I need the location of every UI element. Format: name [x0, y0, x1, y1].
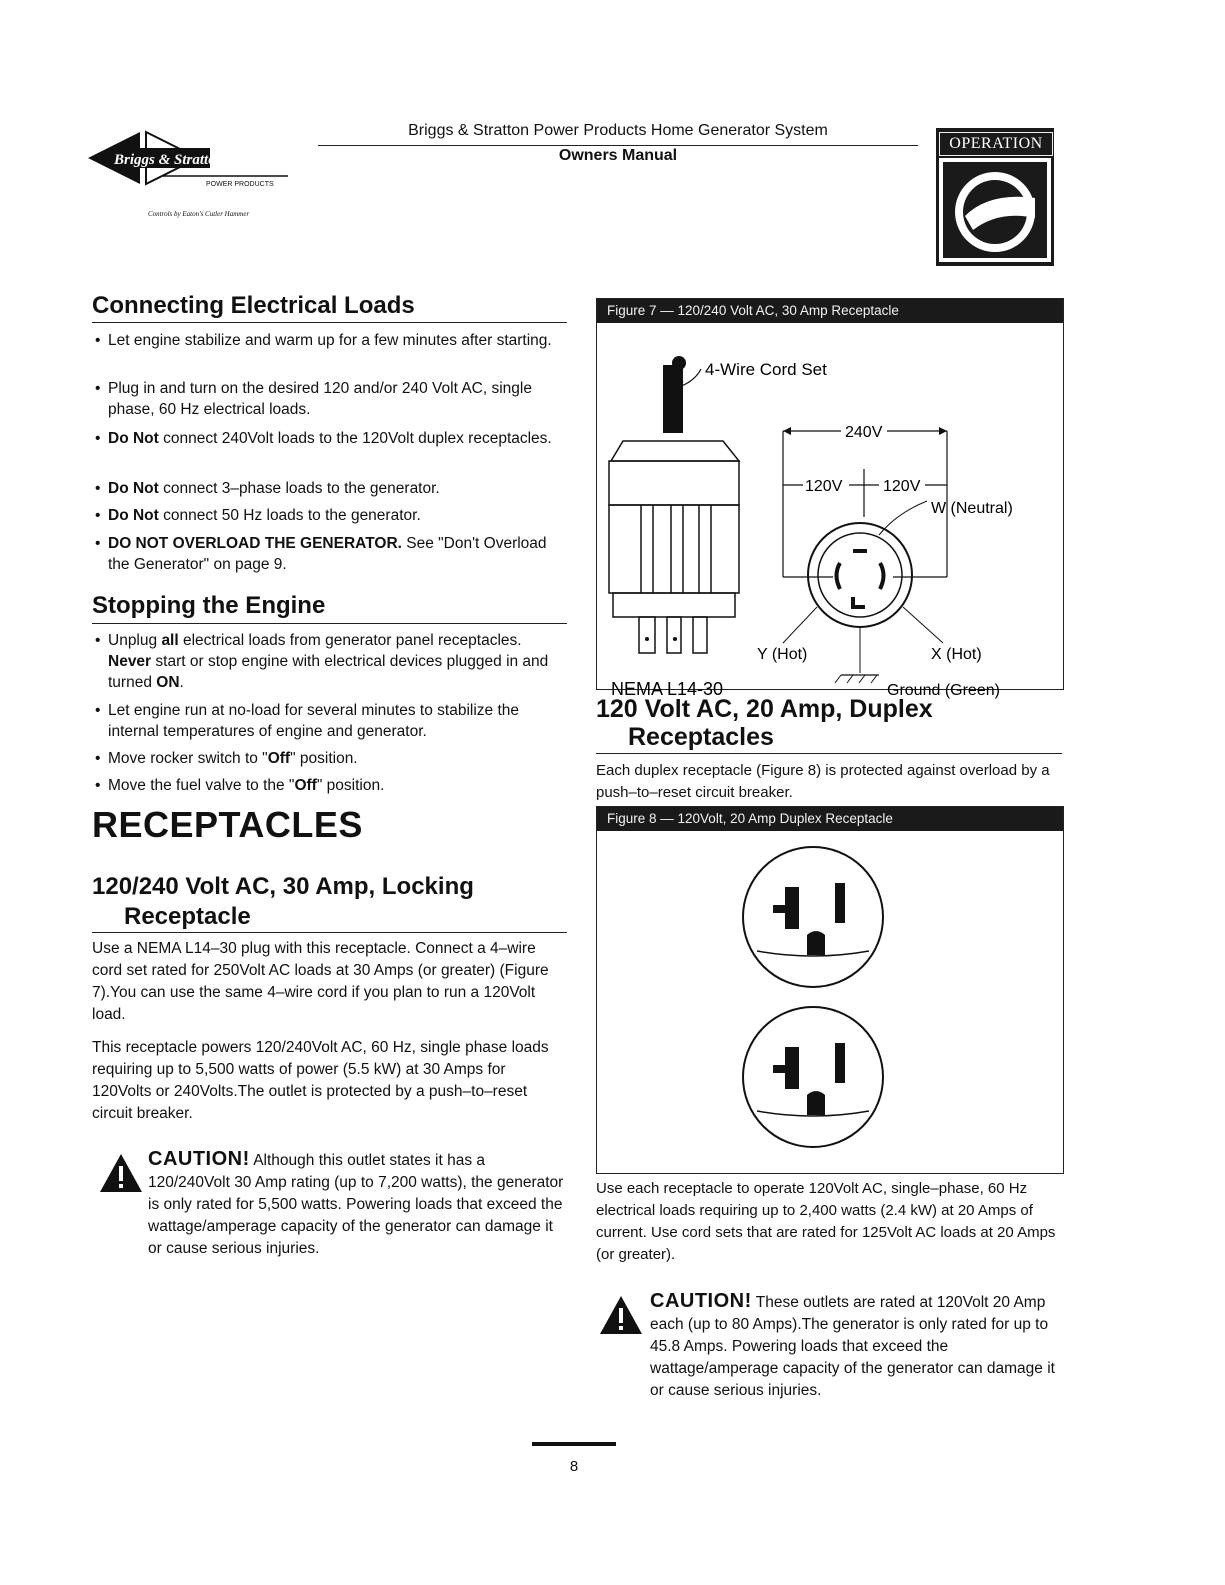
list-item: • Plug in and turn on the desired 120 and/or 240 Volt AC, single phase, 60 Hz electrical loads.	[95, 380, 532, 418]
list-item: • Unplug all electrical loads from generator panel receptacles. Never start or stop engine with electrical devices plugged in and turned ON.	[95, 632, 549, 691]
locking-paragraph-1: Use a NEMA L14–30 plug with this receptacle. Connect a 4–wire cord set rated for 250Volt AC loads at 30 Amps (or greater) (Figure 7).You can use the same 4–wire cord if you plan to run a 120Volt load.	[92, 940, 549, 1023]
list-item: • Move rocker switch to "Off" position.	[95, 750, 358, 767]
duplex-caution: CAUTION! These outlets are rated at 120Volt 20 Amp each (up to 80 Amps).The generator is only rated for up to 45.8 Amps. Powering loads that exceed the wattage/amperage capacity of the generator can damage it or cause serious injuries.	[650, 1290, 1055, 1399]
figure-7-caption: Figure 7 — 120/240 Volt AC, 30 Amp Receptacle	[597, 299, 1063, 323]
operation-icon	[939, 158, 1051, 262]
outlet-bottom	[743, 1007, 883, 1147]
label-y-hot: Y (Hot)	[757, 646, 808, 663]
connecting-rule	[92, 322, 567, 323]
duplex-rule	[596, 753, 1062, 754]
stopping-rule	[92, 623, 567, 624]
label-240v: 240V	[845, 424, 883, 441]
bullet-icon: •	[95, 480, 101, 497]
figure-7	[596, 298, 1064, 699]
caution-title: CAUTION!	[148, 1148, 250, 1170]
label-120v-right: 120V	[883, 478, 921, 495]
list-item: • DO NOT OVERLOAD THE GENERATOR. See "Don't Overload the Generator" on page 9.	[95, 535, 547, 573]
figure-8	[596, 806, 1064, 1174]
l14-30-diagram	[597, 323, 1063, 699]
bullet-icon: •	[95, 632, 101, 649]
label-120v-left: 120V	[805, 478, 843, 495]
connecting-heading: Connecting Electrical Loads	[92, 292, 415, 319]
bullet-icon: •	[95, 777, 101, 794]
duplex-heading-line2: Receptacles	[628, 723, 774, 751]
locking-caution: CAUTION! Although this outlet states it has a 120/240Volt 30 Amp rating (up to 7,200 watts), the generator is only rated for 5,500 watts. Powering loads that exceed the wattage/amperage capacity of the generator can damage it or cause serious injuries.	[148, 1148, 564, 1257]
label-ground: Ground (Green)	[887, 682, 1000, 699]
cord-label: 4-Wire Cord Set	[705, 360, 827, 379]
locking-paragraph-2: This receptacle powers 120/240Volt AC, 60 Hz, single phase loads requiring up to 5,500 watts of power (5.5 kW) at 30 Amps for 120Volts or 240Volts.The outlet is protected by a push–to–reset circuit breaker.	[92, 1039, 549, 1122]
header-subtitle: Owners Manual	[558, 147, 678, 164]
bullet-icon: •	[95, 750, 101, 767]
bullet-icon: •	[95, 380, 101, 397]
duplex-paragraph-2: Use each receptacle to operate 120Volt AC, single–phase, 60 Hz electrical loads requiring up to 2,400 watts (2.4 kW) at 20 Amps of current. Use cord sets that are rated for 125Volt AC loads at 20 Amps (or greater).	[596, 1180, 1056, 1263]
duplex-paragraph-1: Each duplex receptacle (Figure 8) is protected against overload by a push–to–reset circuit breaker.	[596, 762, 1050, 801]
warning-icon	[598, 1294, 644, 1336]
list-item: • Do Not connect 240Volt loads to the 120Volt duplex receptacles.	[95, 430, 552, 447]
bullet-icon: •	[95, 535, 101, 552]
label-nema: NEMA L14-30	[611, 679, 724, 699]
list-item: • Let engine stabilize and warm up for a few minutes after starting.	[95, 332, 552, 349]
list-item: • Let engine run at no-load for several minutes to stabilize the internal temperatures of engine and generator.	[95, 702, 519, 740]
list-item: • Do Not connect 50 Hz loads to the generator.	[95, 507, 421, 524]
operation-badge	[936, 128, 1054, 266]
logo-name: Briggs & Stratton	[114, 152, 225, 168]
header-divider	[318, 145, 918, 146]
list-item: • Do Not connect 3–phase loads to the generator.	[95, 480, 440, 497]
footer-rule	[532, 1442, 616, 1446]
logo-tagline: Controls by Eaton's Cutler Hammer	[148, 210, 250, 218]
bullet-icon: •	[95, 430, 101, 447]
locking-heading-line1: 120/240 Volt AC, 30 Amp, Locking	[92, 873, 474, 900]
outlet-top	[743, 847, 883, 987]
figure-8-caption: Figure 8 — 120Volt, 20 Amp Duplex Receptacle	[597, 807, 1063, 831]
locking-rule	[92, 932, 567, 933]
warning-icon	[98, 1152, 144, 1194]
caution-title: CAUTION!	[650, 1290, 752, 1312]
page-number: 8	[569, 1458, 579, 1475]
stopping-heading: Stopping the Engine	[92, 592, 326, 619]
bullet-icon: •	[95, 702, 101, 719]
label-neutral: W (Neutral)	[931, 500, 1013, 517]
list-item: • Move the fuel valve to the "Off" position.	[95, 777, 385, 794]
locking-heading-line2: Receptacle	[124, 903, 251, 930]
operation-badge-label: OPERATION	[939, 132, 1053, 156]
duplex-heading-line1: 120 Volt AC, 20 Amp, Duplex	[596, 695, 933, 723]
label-x-hot: X (Hot)	[931, 646, 982, 663]
bullet-icon: •	[95, 507, 101, 524]
header-title: Briggs & Stratton Power Products Home Generator System	[408, 122, 828, 139]
bullet-icon: •	[95, 332, 101, 349]
logo-sub: POWER PRODUCTS	[206, 181, 274, 188]
brand-logo	[88, 128, 318, 228]
receptacles-heading: RECEPTACLES	[92, 804, 363, 845]
duplex-receptacle-diagram	[597, 831, 1063, 1173]
